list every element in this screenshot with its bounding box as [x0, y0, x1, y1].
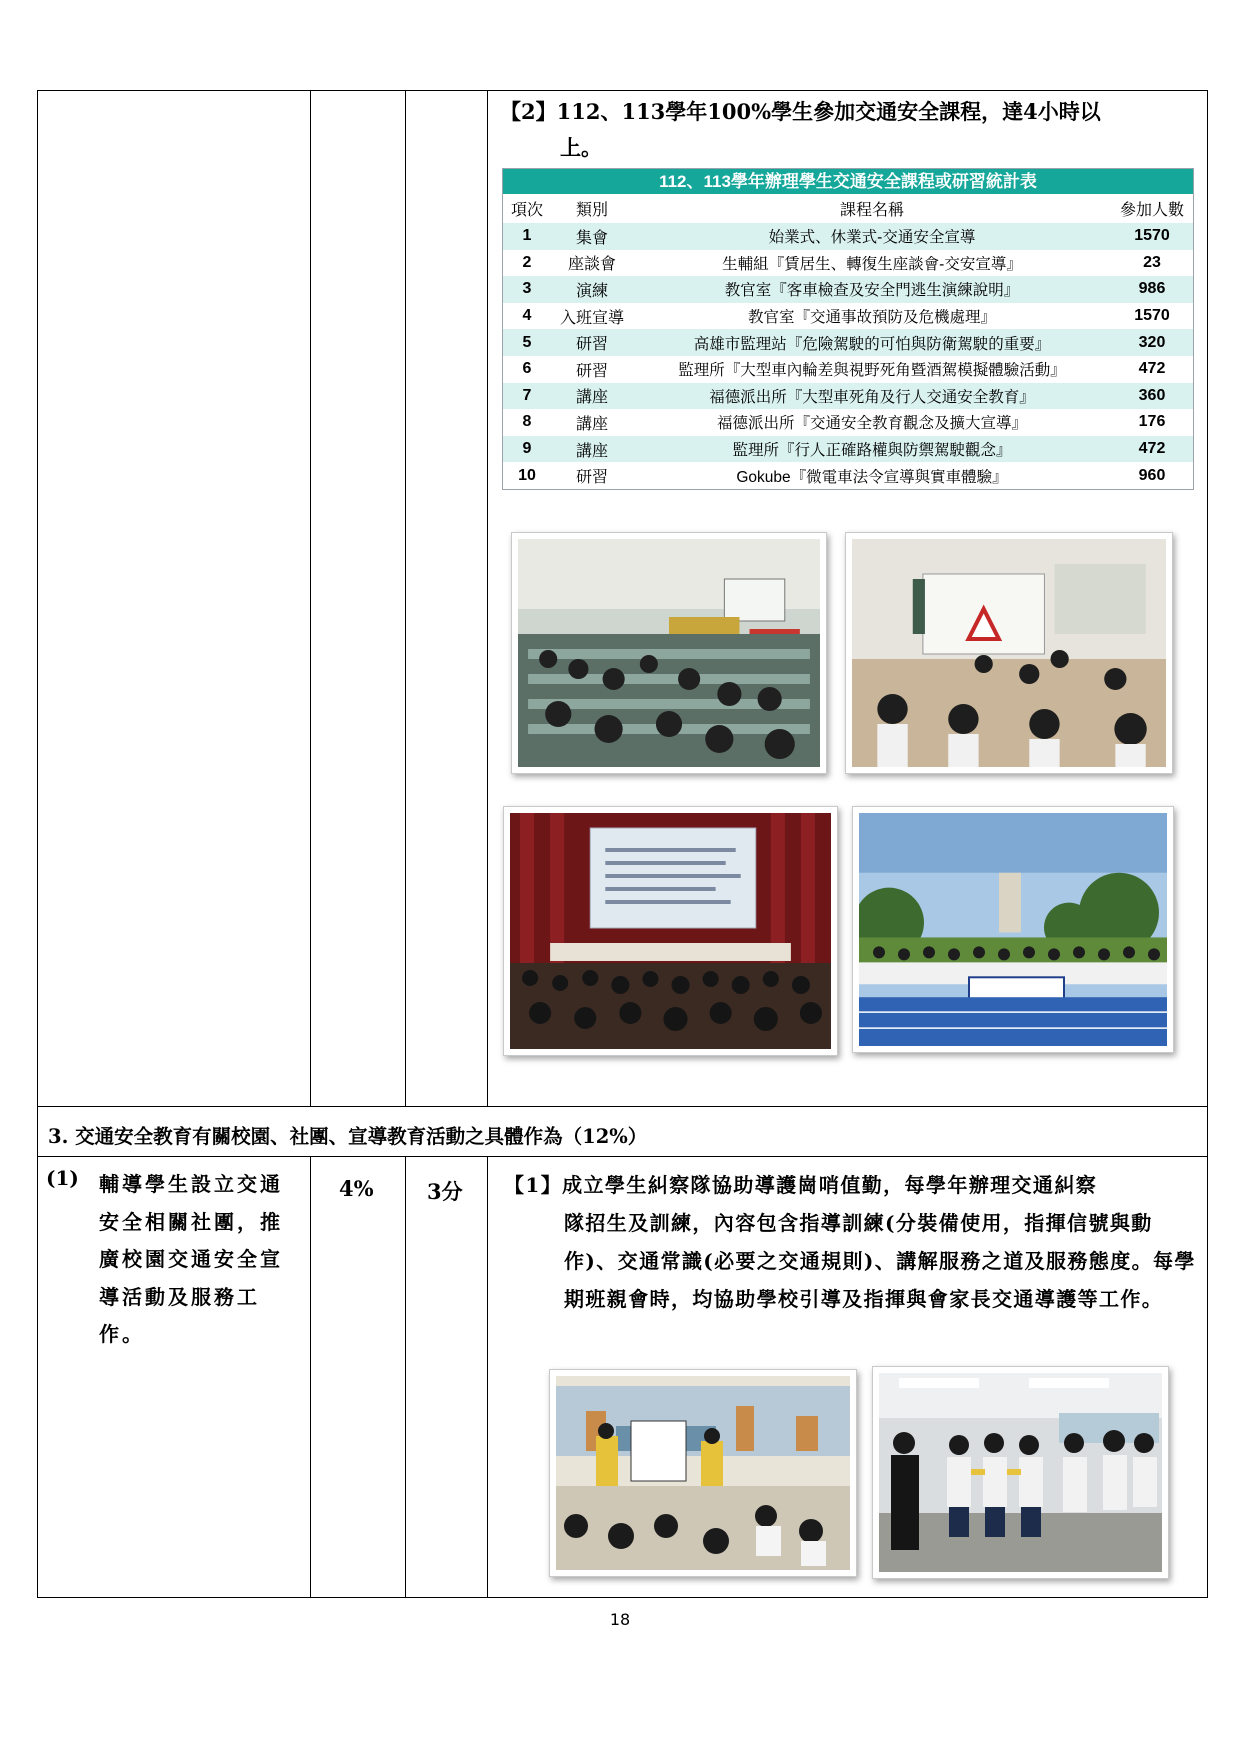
column-divider — [405, 90, 406, 1106]
section-3-heading: 3. 交通安全教育有關校園、社團、宣導教育活動之具體作為（12%） — [48, 1125, 648, 1148]
cell-count: 986 — [1111, 276, 1193, 303]
cell-count: 320 — [1111, 329, 1193, 356]
header-course: 課程名稱 — [633, 194, 1111, 223]
cell-course: 教官室『客車檢查及安全門逃生演練說明』 — [633, 276, 1111, 303]
table-row — [503, 436, 1193, 463]
table-row — [503, 303, 1193, 330]
table-row — [503, 409, 1193, 436]
cell-course: 高雄市監理站『危險駕駛的可怕與防衛駕駛的重要』 — [633, 329, 1111, 356]
cell-course: 教官室『交通事故預防及危機處理』 — [633, 303, 1111, 330]
column-divider — [310, 90, 311, 1106]
cell-index: 10 — [503, 462, 551, 489]
cell-category: 講座 — [551, 436, 633, 463]
cell-course: 福德派出所『交通安全教育觀念及擴大宣導』 — [633, 409, 1111, 436]
column-divider — [487, 1156, 488, 1598]
table-row — [503, 250, 1193, 277]
header-count: 參加人數 — [1111, 194, 1193, 223]
score-value: 3分 — [427, 1179, 463, 1204]
photo-auditorium-lecture — [511, 532, 827, 774]
cell-index: 1 — [503, 223, 551, 250]
cell-index: 2 — [503, 250, 551, 277]
page-number: 18 — [609, 1610, 631, 1629]
header-index: 項次 — [503, 194, 551, 223]
desc-rest: 隊招生及訓練，內容包含指導訓練(分裝備使用，指揮信號與動作)、交通常識(必要之交通規則)、講解服務之道及服務態度。每學期班親會時，均協助學校引導及指揮與會家長交通導護等工作。 — [564, 1211, 1196, 1311]
item-title-line1: 112、113學年100%學生參加交通安全課程，達4小時以 — [556, 99, 1101, 124]
cell-course: 福德派出所『大型車死角及行人交通安全教育』 — [633, 383, 1111, 410]
cell-category: 研習 — [551, 329, 633, 356]
column-divider — [405, 1156, 406, 1598]
row-divider — [37, 1156, 1208, 1157]
table-header-row — [503, 194, 1193, 223]
row-divider — [37, 1106, 1208, 1107]
cell-count: 472 — [1111, 436, 1193, 463]
cell-category: 研習 — [551, 356, 633, 383]
implementation-description — [504, 1166, 1204, 1318]
cell-index: 9 — [503, 436, 551, 463]
cell-index: 3 — [503, 276, 551, 303]
cell-category: 講座 — [551, 383, 633, 410]
cell-category: 演練 — [551, 276, 633, 303]
cell-count: 472 — [1111, 356, 1193, 383]
cell-count: 1570 — [1111, 223, 1193, 250]
table-row — [503, 356, 1193, 383]
photo-outdoor-assembly — [852, 806, 1174, 1053]
item-title-line2: 上。 — [560, 135, 602, 160]
weight-percentage: 4% — [339, 1176, 374, 1201]
table-row — [503, 462, 1193, 489]
photo-classroom-lecture — [845, 532, 1173, 774]
cell-index: 8 — [503, 409, 551, 436]
table-row — [503, 329, 1193, 356]
photo-student-presentation — [549, 1369, 857, 1577]
cell-course: 生輔組『賃居生、轉復生座談會-交安宣導』 — [633, 250, 1111, 277]
cell-count: 176 — [1111, 409, 1193, 436]
desc-line1: 成立學生糾察隊協助導護崗哨值勤，每學年辦理交通糾察 — [562, 1173, 1098, 1197]
cell-category: 講座 — [551, 409, 633, 436]
cell-index: 7 — [503, 383, 551, 410]
cell-category: 座談會 — [551, 250, 633, 277]
cell-course: Gokube『微電車法令宣導與實車體驗』 — [633, 462, 1111, 489]
item-marker: 【2】 — [500, 99, 557, 124]
photo-lecture-hall-stage — [503, 806, 838, 1056]
cell-course: 監理所『行人正確路權與防禦駕駛觀念』 — [633, 436, 1111, 463]
cell-index: 6 — [503, 356, 551, 383]
column-divider — [487, 90, 488, 1106]
table-row — [503, 276, 1193, 303]
column-divider — [310, 1156, 311, 1598]
cell-index: 5 — [503, 329, 551, 356]
cell-course: 始業式、休業式-交通安全宣導 — [633, 223, 1111, 250]
cell-category: 集會 — [551, 223, 633, 250]
table-row — [503, 383, 1193, 410]
cell-count: 23 — [1111, 250, 1193, 277]
cell-course: 監理所『大型車內輪差與視野死角暨酒駕模擬體驗活動』 — [633, 356, 1111, 383]
photo-guard-training — [872, 1366, 1169, 1579]
statistics-table — [502, 168, 1194, 490]
cell-category: 研習 — [551, 462, 633, 489]
sub-item-number: (1) — [46, 1166, 79, 1190]
desc-marker: 【1】 — [504, 1173, 563, 1197]
sub-item-description: 輔導學生設立交通安全相關社團，推廣校園交通安全宣導活動及服務工作。 — [99, 1172, 283, 1346]
item-2-title — [500, 94, 1180, 166]
header-category: 類別 — [551, 194, 633, 223]
cell-category: 入班宣導 — [551, 303, 633, 330]
cell-count: 360 — [1111, 383, 1193, 410]
cell-count: 1570 — [1111, 303, 1193, 330]
table-caption: 112、113學年辦理學生交通安全課程或研習統計表 — [503, 169, 1193, 194]
cell-index: 4 — [503, 303, 551, 330]
cell-count: 960 — [1111, 462, 1193, 489]
table-row — [503, 223, 1193, 250]
